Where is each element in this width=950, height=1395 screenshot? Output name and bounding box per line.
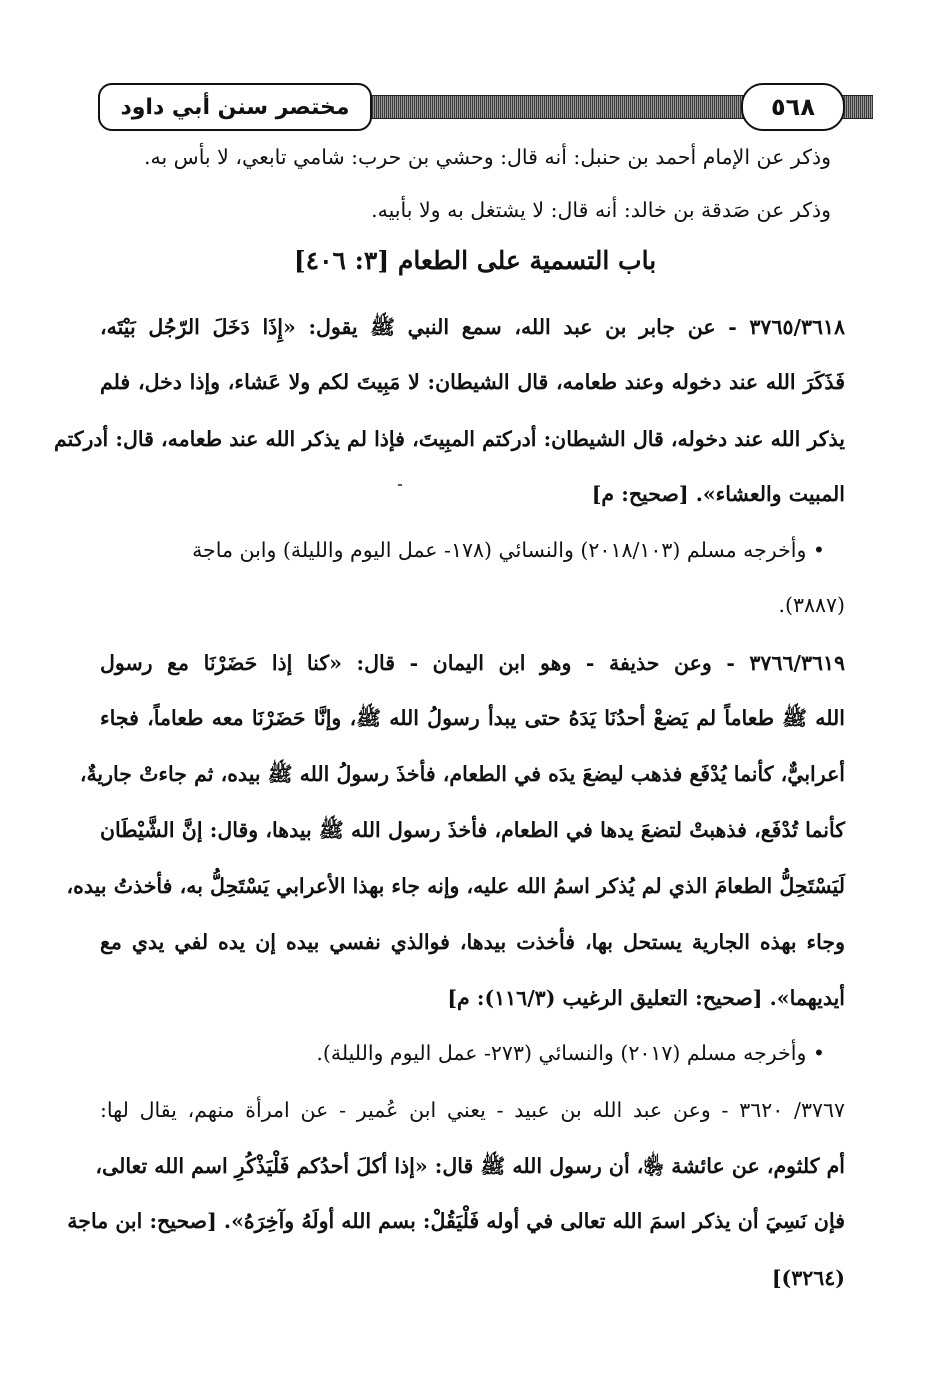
- hadith-line: أعرابيٌّ، كأنما يُدْفَع فذهب ليضعَ يدَه في الطعام، فأخذَ رسولُ الله ﷺ بيده، ثم جاءتْ جاريةٌ،: [79, 762, 845, 786]
- hadith-line: ٣٧٦٦/٣٦١٩ - وعن حذيفة - وهو ابن اليمان - قال: «كنا إذا حَضَرْنَا مع رسول: [100, 651, 845, 675]
- hadith-line: لَيَسْتَحِلُّ الطعامَ الذي لم يُذكر اسمُ الله عليه، وإنه جاء بهذا الأعرابي يَسْتَحِلُّ به، فأخذتُ بيده،: [66, 874, 845, 898]
- hadith-line: كأنما تُدْفَع، فذهبتْ لتضعَ يدها في الطعام، فأخذَ رسول الله ﷺ بيدها، وقال: إنَّ الشَّيْطَان: [100, 818, 845, 842]
- hadith-line: ٣٧٦٥/٣٦١٨ - عن جابر بن عبد الله، سمع النبي ﷺ يقول: «إِذَا دَخَلَ الرّجُل بَيْتَه،: [100, 315, 845, 339]
- page-number: ٥٦٨: [741, 83, 845, 131]
- book-title: مختصر سنن أبي داود: [98, 83, 372, 131]
- hadith-line: (٣٢٦٤)]: [771, 1266, 845, 1290]
- page-header: [98, 83, 873, 129]
- scan-speck: [398, 484, 402, 486]
- intro-line: وذكر عن الإمام أحمد بن حنبل: أنه قال: وحشي بن حرب: شامي تابعي، لا بأس به.: [143, 145, 831, 169]
- hadith-line: فإن نَسِيَ أن يذكر اسمَ الله تعالى في أوله فَلْيَقُلْ: بسم الله أولَهُ وآخِرَهُ». [صحيح: ابن ماجة: [67, 1209, 845, 1233]
- takhrij-line: • وأخرجه مسلم (٢٠١٨/١٠٣) والنسائي (١٧٨- عمل اليوم والليلة) وابن ماجة: [192, 538, 825, 562]
- hadith-line: المبيت والعشاء». [صحيح: م]: [591, 482, 845, 506]
- takhrij-line: • وأخرجه مسلم (٢٠١٧) والنسائي (٢٧٣- عمل اليوم والليلة).: [316, 1041, 825, 1065]
- takhrij-line: (٣٨٨٧).: [778, 593, 845, 617]
- hadith-line: أم كلثوم، عن عائشة ﵂، أن رسول الله ﷺ قال: «إذا أكلَ أحدُكم فَلْيَذْكُرِ اسم الله تعالى،: [95, 1154, 845, 1178]
- hadith-line: وجاء بهذه الجارية يستحل بها، فأخذت بيدها، فوالذي نفسي بيده إن يده لفي يدي مع: [100, 930, 845, 954]
- hadith-line: ٣٧٦٧/ ٣٦٢٠ - وعن عبد الله بن عبيد - يعني ابن عُمير - عن امرأة منهم، يقال لها:: [100, 1098, 845, 1122]
- chapter-title: باب التسمية على الطعام [٣: ٤٠٦]: [293, 246, 657, 275]
- intro-line: وذكر عن صَدقة بن خالد: أنه قال: لا يشتغل به ولا بأبيه.: [371, 198, 831, 222]
- hadith-line: أيديهما». [صحيح: التعليق الرغيب (١١٦/٣): م]: [447, 986, 845, 1010]
- hadith-line: يذكر الله عند دخوله، قال الشيطان: أدركتم المبِيتَ، فإذا لم يذكر الله عند طعامه، قال: أدركتم: [53, 427, 845, 451]
- hadith-line: الله ﷺ طعاماً لم يَضعْ أحدُنَا يَدَهُ حتى يبدأ رسولُ الله ﷺ، وإنَّا حَضَرْنَا معه طعاماً، فجاء: [100, 706, 845, 730]
- hadith-line: فَذَكَرَ الله عند دخوله وعند طعامه، قال الشيطان: لا مَبِيتَ لكم ولا عَشاء، وإذا دخل، فلم: [100, 370, 845, 394]
